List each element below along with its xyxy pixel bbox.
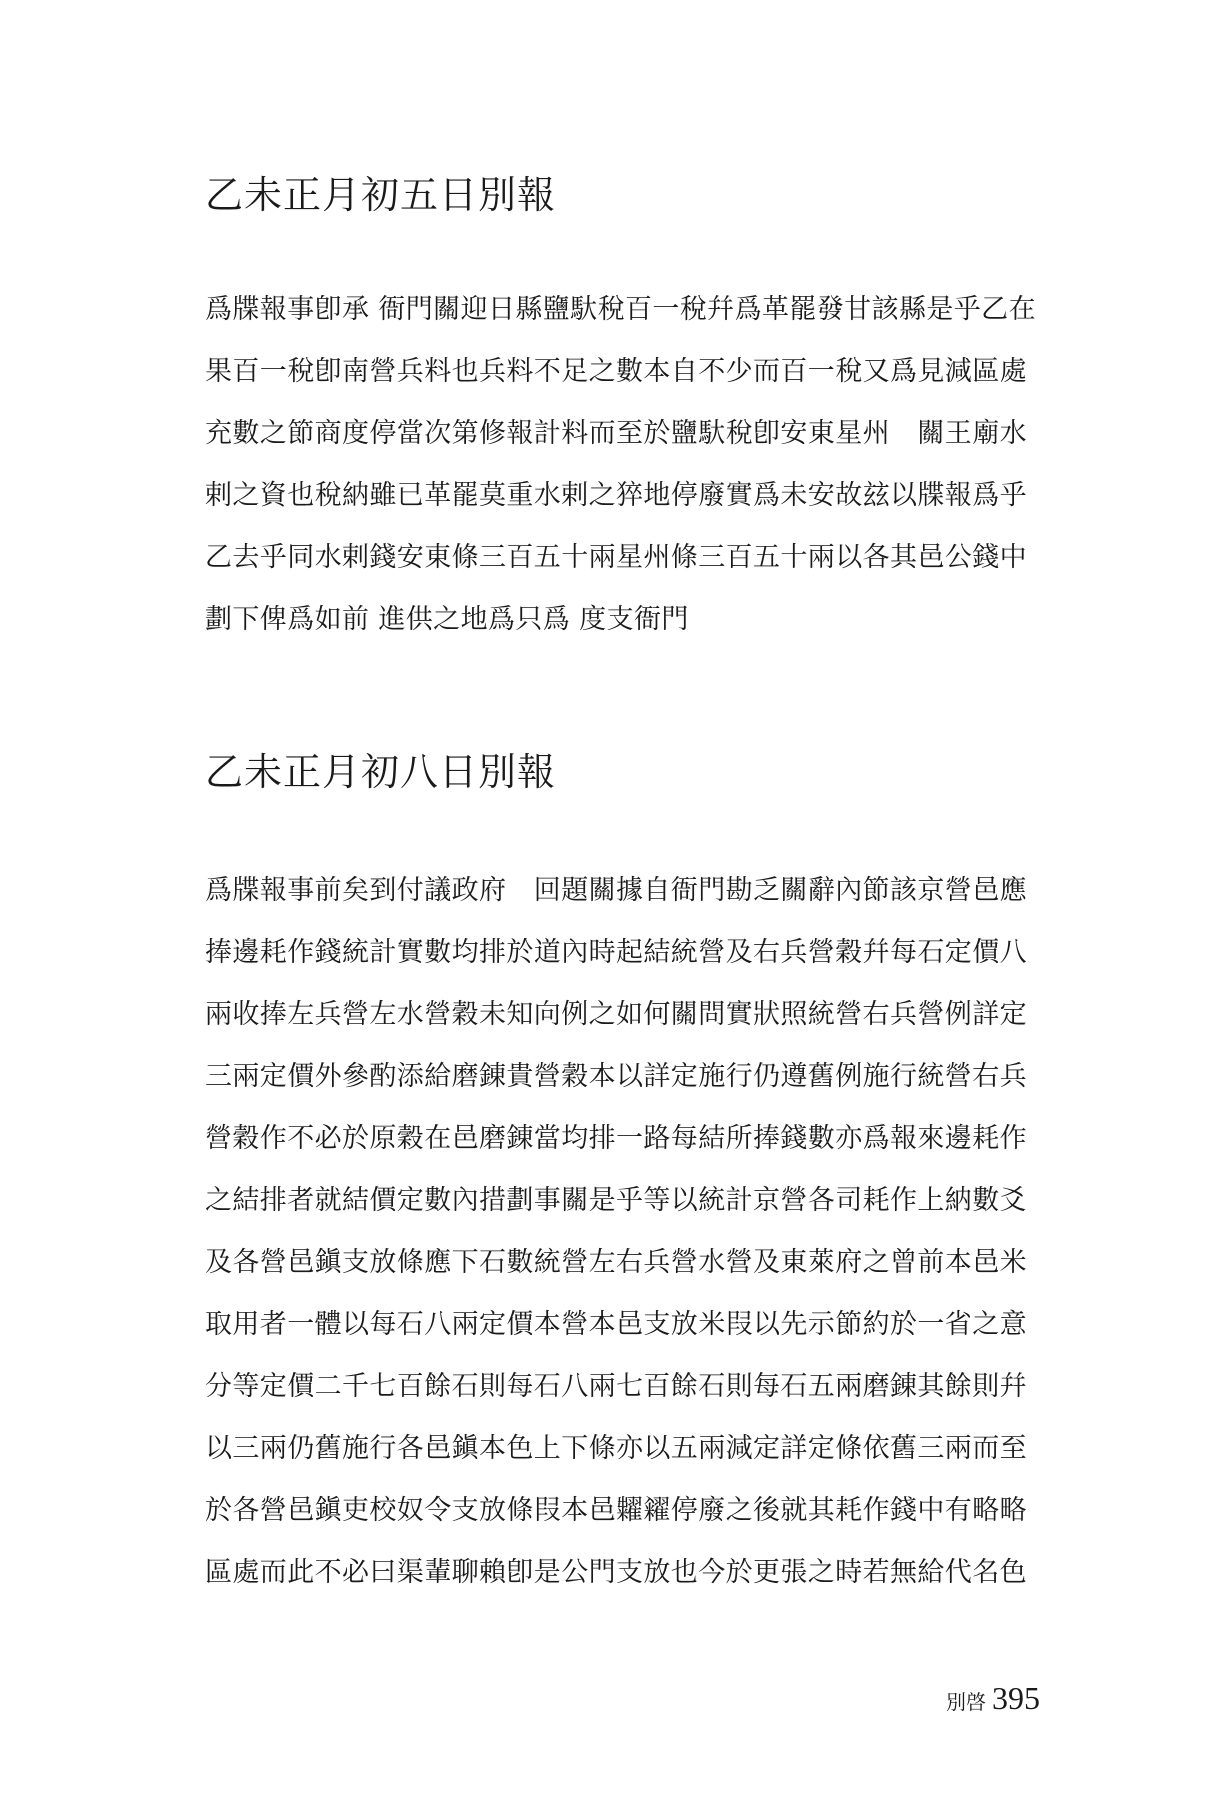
- section-title-2: 乙未正月初八日別報: [205, 750, 557, 794]
- text-line: 分等定價二千七百餘石則每石八兩七百餘石則每石五兩磨錬其餘則幷: [205, 1371, 1027, 1402]
- text-line: 之結排者就結價定數內措劃事關是乎等以統計京營各司耗作上納數爻: [205, 1185, 1027, 1216]
- text-line: 乙去乎同水剌錢安東條三百五十兩星州條三百五十兩以各其邑公錢中: [205, 542, 1027, 573]
- text-line: 爲牒報事前矣到付議政府 回題關據自衙門勘乏關辭內節該京營邑應: [205, 875, 1027, 906]
- section-body-1: [205, 279, 1045, 651]
- running-head: 別啓: [946, 1690, 986, 1714]
- page-footer: [946, 1680, 1040, 1717]
- text-line: 剌之資也稅納雖已革罷莫重水剌之猝地停廢實爲未安故玆以牒報爲乎: [205, 480, 1027, 511]
- text-line: 爲牒報事卽承 衙門關迎日縣鹽馱稅百一稅幷爲革罷發甘該縣是乎乙在: [205, 294, 1036, 325]
- text-line: 及各營邑鎭支放條應下石數統營左右兵營水營及東萊府之曾前本邑米: [205, 1247, 1027, 1278]
- text-line: 以三兩仍舊施行各邑鎭本色上下條亦以五兩減定詳定條依舊三兩而至: [205, 1433, 1027, 1464]
- page-number: 395: [992, 1680, 1040, 1716]
- text-line: 充數之節商度停當次第修報計料而至於鹽馱稅卽安東星州 關王廟水: [205, 418, 1027, 449]
- text-line: 區處而此不必曰渠輩聊賴卽是公門支放也今於更張之時若無給代名色: [205, 1557, 1027, 1588]
- section-body-2: [205, 860, 1045, 1604]
- text-line: 果百一稅卽南營兵料也兵料不足之數本自不少而百一稅又爲見減區處: [205, 356, 1027, 387]
- text-line: 於各營邑鎭吏校奴令支放條叚本邑糶糴停廢之後就其耗作錢中有略略: [205, 1495, 1027, 1526]
- text-line: 兩收捧左兵營左水營穀未知向例之如何關問實狀照統營右兵營例詳定: [205, 999, 1027, 1030]
- text-line: 取用者一體以每石八兩定價本營本邑支放米叚以先示節約於一省之意: [205, 1309, 1027, 1340]
- text-line: 捧邊耗作錢統計實數均排於道內時起結統營及右兵營穀幷每石定價八: [205, 937, 1027, 968]
- text-line: 三兩定價外參酌添給磨錬貴營穀本以詳定施行仍遵舊例施行統營右兵: [205, 1061, 1027, 1092]
- text-line: 營穀作不必於原穀在邑磨錬當均排一路每結所捧錢數亦爲報來邊耗作: [205, 1123, 1027, 1154]
- text-line: 劃下俾爲如前 進供之地爲只爲 度支衙門: [205, 604, 689, 635]
- section-title-1: 乙未正月初五日別報: [205, 173, 557, 217]
